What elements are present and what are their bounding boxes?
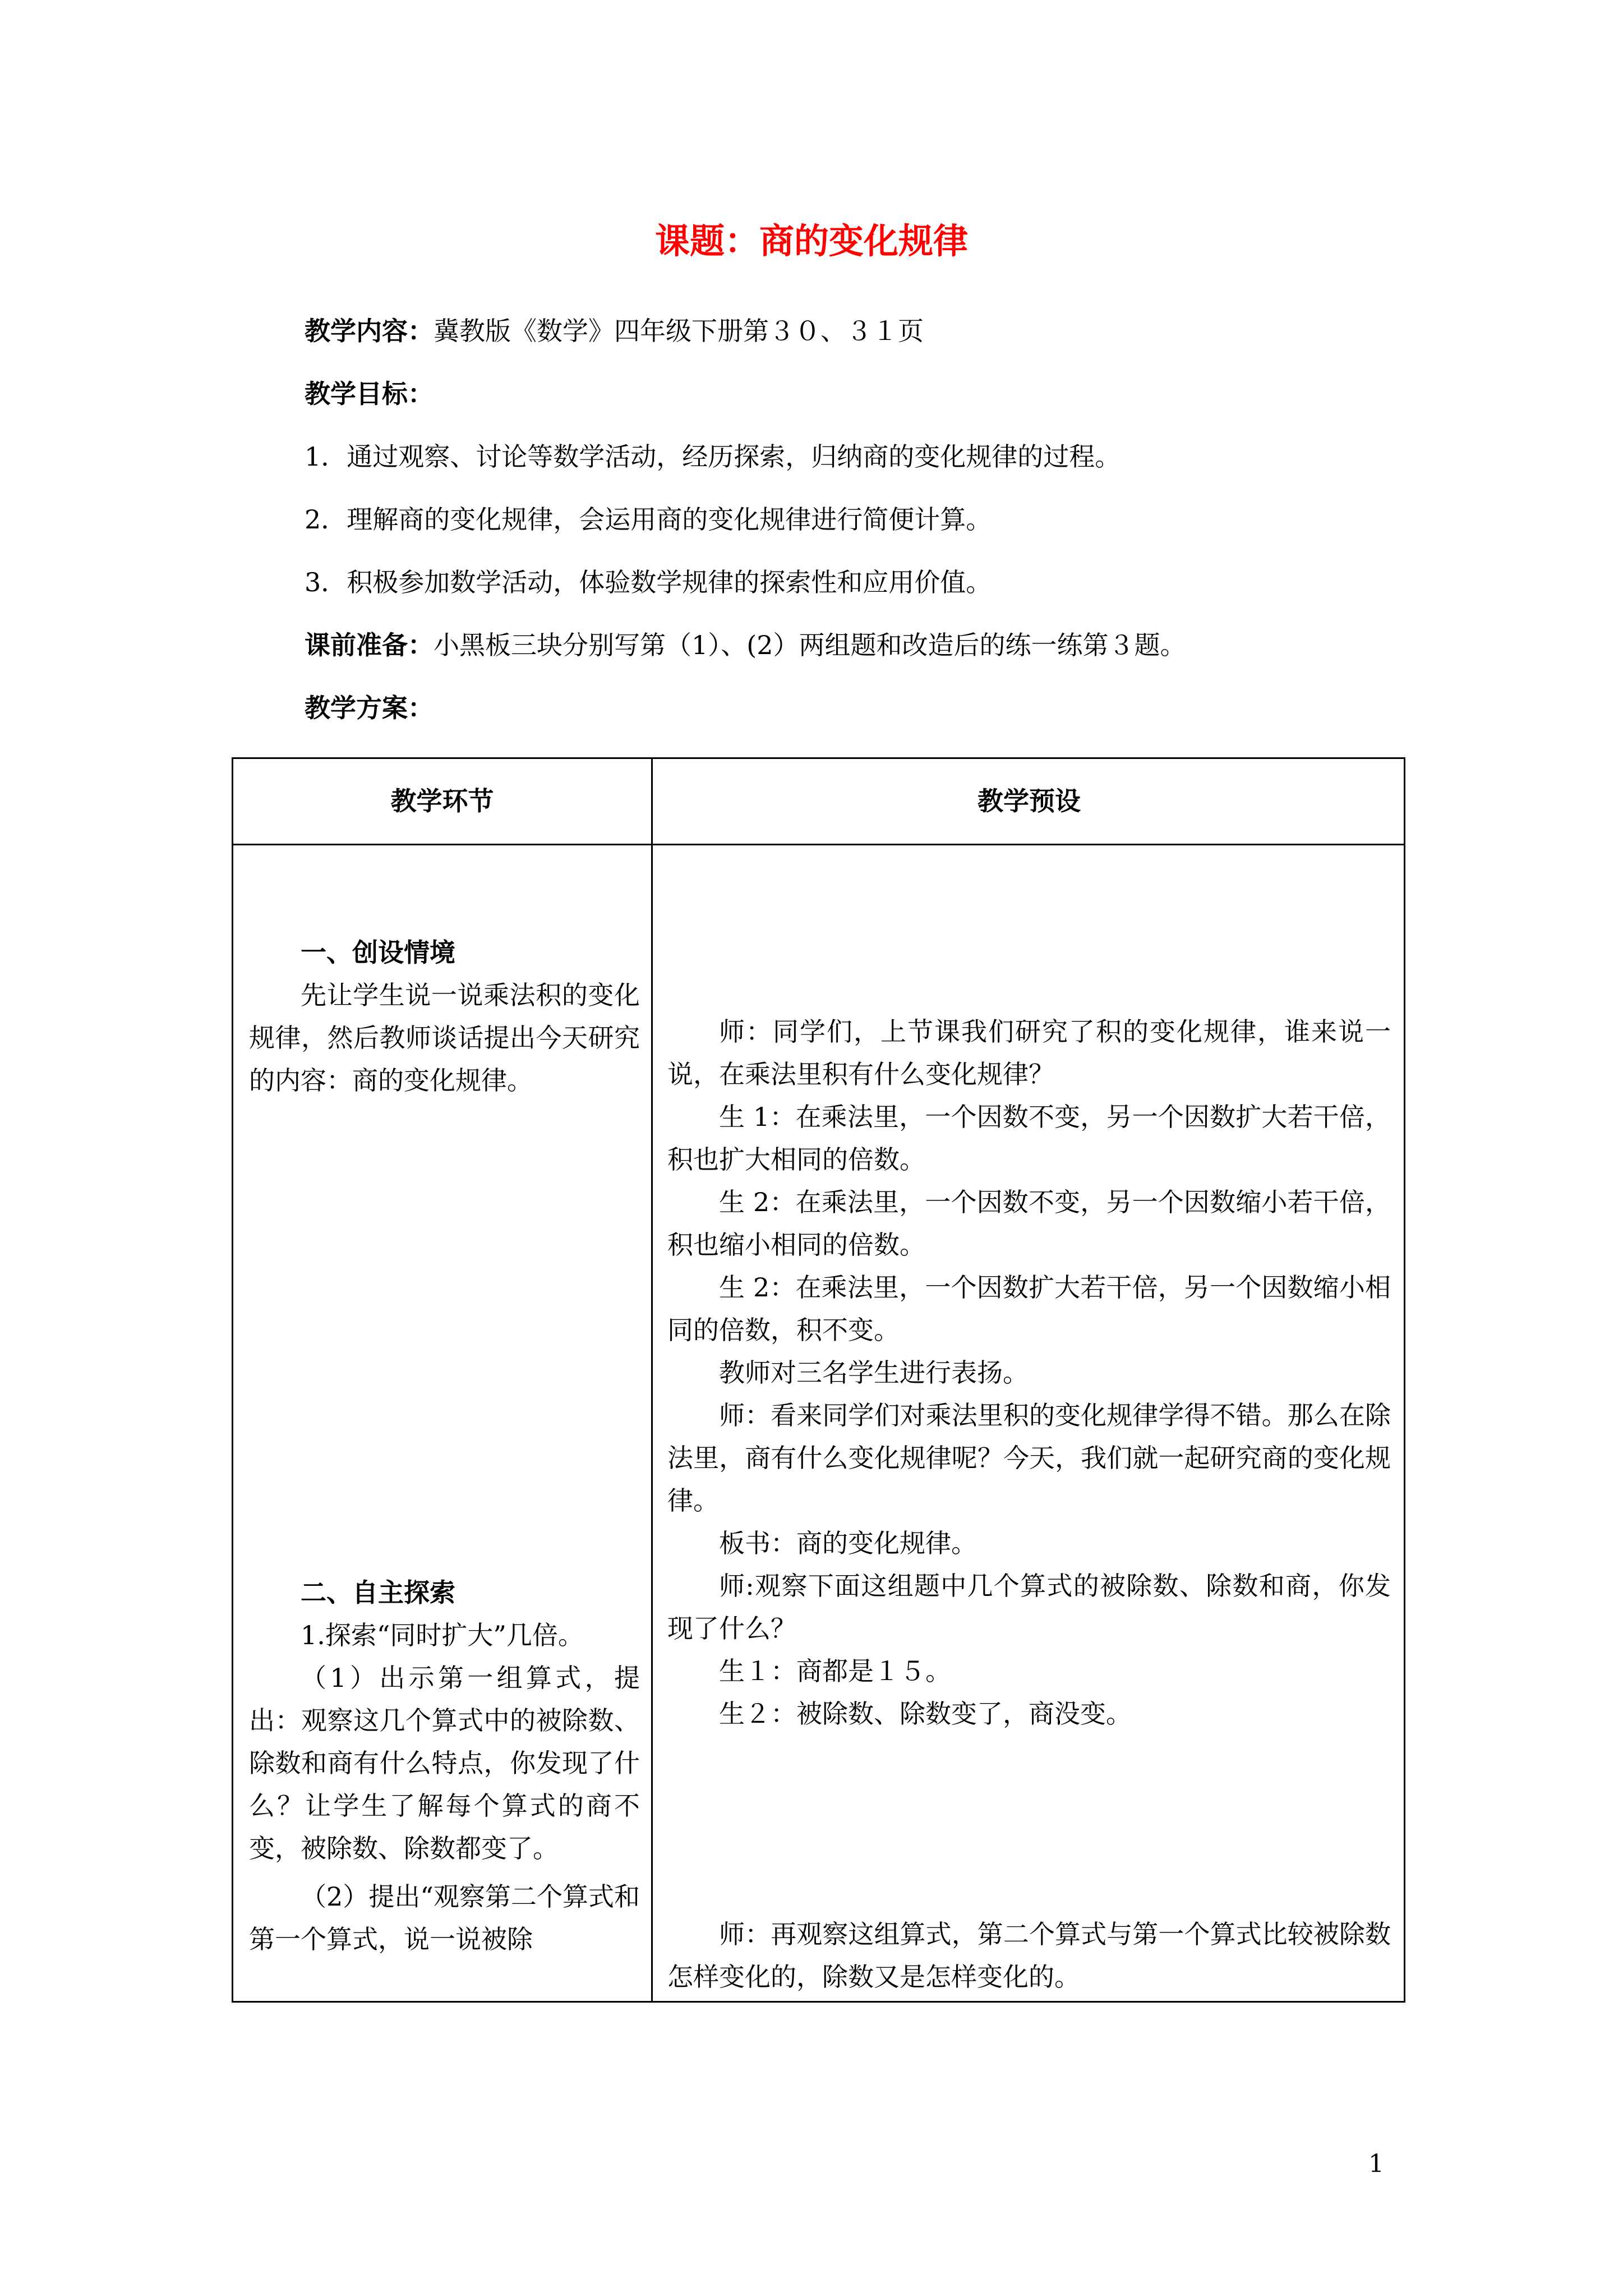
- teaching-content-line: [305, 311, 924, 351]
- section-heading-create-context: 一、创设情境: [301, 937, 455, 968]
- explore-item-1: 1.探索“同时扩大”几倍。: [301, 1620, 584, 1650]
- preset-paragraph: 生 2：在乘法里，一个因数不变，另一个因数缩小若干倍，积也缩小相同的倍数。: [667, 1187, 1391, 1260]
- teaching-goal-2: 2．理解商的变化规律，会运用商的变化规律进行简便计算。: [305, 504, 992, 535]
- explore-item-2: （1）出示第一组算式，提出：观察这几个算式中的被除数、除数和商有什么特点，你发现了什么？让学生了解每个算式的商不变，被除数、除数都变了。: [249, 1663, 640, 1864]
- preparation-label: 课前准备：: [305, 630, 434, 660]
- teaching-plan-table: [232, 757, 1405, 2003]
- preparation-value: 小黑板三块分别写第（1）、(2）两组题和改造后的练一练第３题。: [434, 630, 1186, 660]
- header-teaching-stage: 教学环节: [390, 786, 494, 816]
- preset-paragraph: 生１：商都是１５。: [719, 1656, 951, 1686]
- teaching-goals-label: 教学目标：: [305, 379, 434, 409]
- teaching-goal-3: 3．积极参加数学活动，体验数学规律的探索性和应用价值。: [305, 567, 992, 597]
- preset-paragraph: 师：看来同学们对乘法里积的变化规律学得不错。那么在除法里，商有什么变化规律呢？今天，我们就一起研究商的变化规律。: [667, 1400, 1391, 1516]
- preset-paragraph: 师：同学们，上节课我们研究了积的变化规律，谁来说一说，在乘法里积有什么变化规律？: [667, 1016, 1391, 1089]
- preset-paragraph: 板书：商的变化规律。: [719, 1528, 977, 1558]
- preset-paragraph: 生 2：在乘法里，一个因数扩大若干倍，另一个因数缩小相同的倍数，积不变。: [667, 1272, 1391, 1345]
- teaching-content-label: 教学内容：: [305, 316, 434, 346]
- teaching-content-value: 冀教版《数学》四年级下册第３０、３１页: [434, 316, 924, 346]
- teaching-plan-label: 教学方案：: [305, 693, 434, 723]
- preset-paragraph: 生２：被除数、除数变了，商没变。: [719, 1699, 1132, 1729]
- lesson-title: 课题：商的变化规律: [654, 220, 968, 261]
- preset-paragraph: 生 1：在乘法里，一个因数不变，另一个因数扩大若干倍，积也扩大相同的倍数。: [667, 1102, 1391, 1175]
- section-heading-self-explore: 二、自主探索: [301, 1577, 455, 1608]
- preset-paragraph: 师：再观察这组算式，第二个算式与第一个算式比较被除数怎样变化的，除数又是怎样变化的。: [667, 1919, 1391, 1992]
- header-divider: [233, 844, 1404, 845]
- teaching-goal-1: 1．通过观察、讨论等数学活动，经历探索，归纳商的变化规律的过程。: [305, 441, 1121, 472]
- header-teaching-preset: 教学预设: [978, 786, 1081, 816]
- section-text-create-context: 先让学生说一说乘法积的变化规律，然后教师谈话提出今天研究的内容：商的变化规律。: [249, 980, 640, 1096]
- right-block-dialogue-continued: [667, 1913, 1391, 1998]
- explore-item-3: （2）提出“观察第二个算式和第一个算式，说一说被除: [249, 1881, 640, 1954]
- left-block-section-2: [249, 1571, 640, 1961]
- preset-paragraph: 教师对三名学生进行表扬。: [719, 1358, 1029, 1388]
- preparation-line: [305, 625, 1186, 665]
- left-block-section-1: [249, 931, 640, 1102]
- right-block-dialogue: [667, 1010, 1391, 1735]
- column-divider: [651, 759, 653, 2001]
- preset-paragraph: 师:观察下面这组题中几个算式的被除数、除数和商，你发现了什么？: [667, 1571, 1391, 1644]
- page-number: 1: [1368, 2150, 1384, 2178]
